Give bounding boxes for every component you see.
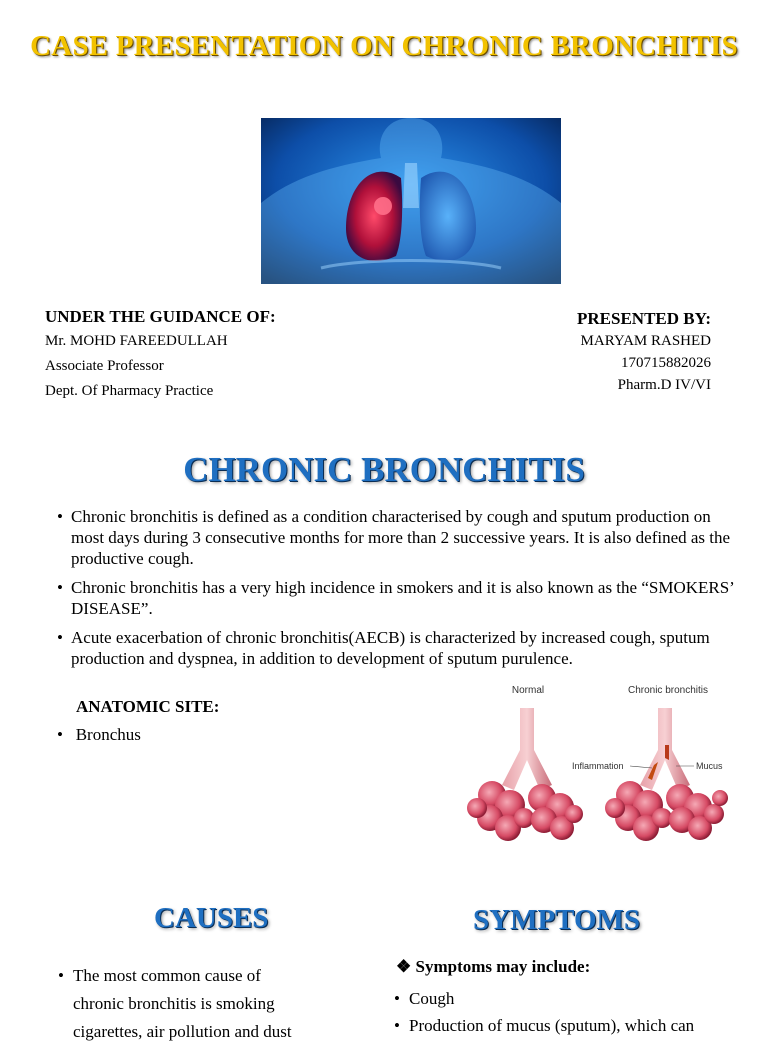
symptoms-title: SYMPTOMS	[473, 904, 641, 936]
lungs-illustration	[261, 118, 561, 284]
guide-department: Dept. Of Pharmacy Practice	[45, 383, 214, 399]
list-item: • Production of mucus (sputum), which can	[394, 1016, 695, 1035]
guidance-heading: UNDER THE GUIDANCE OF:	[45, 307, 276, 326]
label-mucus: Mucus	[696, 761, 723, 771]
causes-title: CAUSES	[154, 902, 269, 934]
presenter-heading: PRESENTED BY:	[577, 309, 711, 328]
list-item: • Cough	[394, 989, 455, 1008]
guide-position: Associate Professor	[45, 358, 164, 374]
symptoms-list	[394, 985, 754, 1039]
guidance-block	[45, 304, 276, 404]
label-inflammation: Inflammation	[572, 761, 624, 771]
guide-name: Mr. MOHD FAREEDULLAH	[45, 333, 228, 349]
presenter-course: Pharm.D IV/VI	[617, 377, 711, 393]
list-item: • The most common cause of	[58, 966, 261, 985]
bronchus-comparison-diagram	[462, 680, 738, 850]
list-item: • Chronic bronchitis is defined as a condition characterised by cough and sputum production on most days during 3 consecutive months for more than 2 successive years. It is also defined as the productive cough.	[57, 507, 731, 568]
symptoms-intro: ❖ Symptoms may include:	[396, 957, 591, 976]
causes-list	[58, 962, 348, 1046]
anatomic-site-item: • Bronchus	[57, 725, 141, 744]
list-item: chronic bronchitis is smoking	[73, 994, 275, 1013]
list-item: cigarettes, air pollution and dust	[73, 1022, 292, 1041]
label-normal: Normal	[511, 685, 545, 696]
definition-list	[55, 506, 735, 677]
presenter-block	[577, 308, 711, 396]
list-item: • Acute exacerbation of chronic bronchitis(AECB) is characterized by increased cough, sputum production and dyspnea, in addition to development of sputum purulence.	[57, 628, 710, 668]
chronic-bronchitis-title: CHRONIC BRONCHITIS	[183, 450, 585, 489]
anatomic-site-heading: ANATOMIC SITE:	[76, 697, 220, 716]
diamond-bullet-icon: ❖	[396, 957, 412, 976]
label-chronic: Chronic bronchitis	[627, 685, 709, 696]
presenter-name: MARYAM RASHED	[580, 333, 711, 349]
presenter-roll: 170715882026	[621, 355, 711, 371]
presentation-title: CASE PRESENTATION ON CHRONIC BRONCHITIS	[30, 30, 738, 62]
list-item: • Chronic bronchitis has a very high incidence in smokers and it is also known as the “SMOKERS’ DISEASE”.	[57, 578, 734, 618]
